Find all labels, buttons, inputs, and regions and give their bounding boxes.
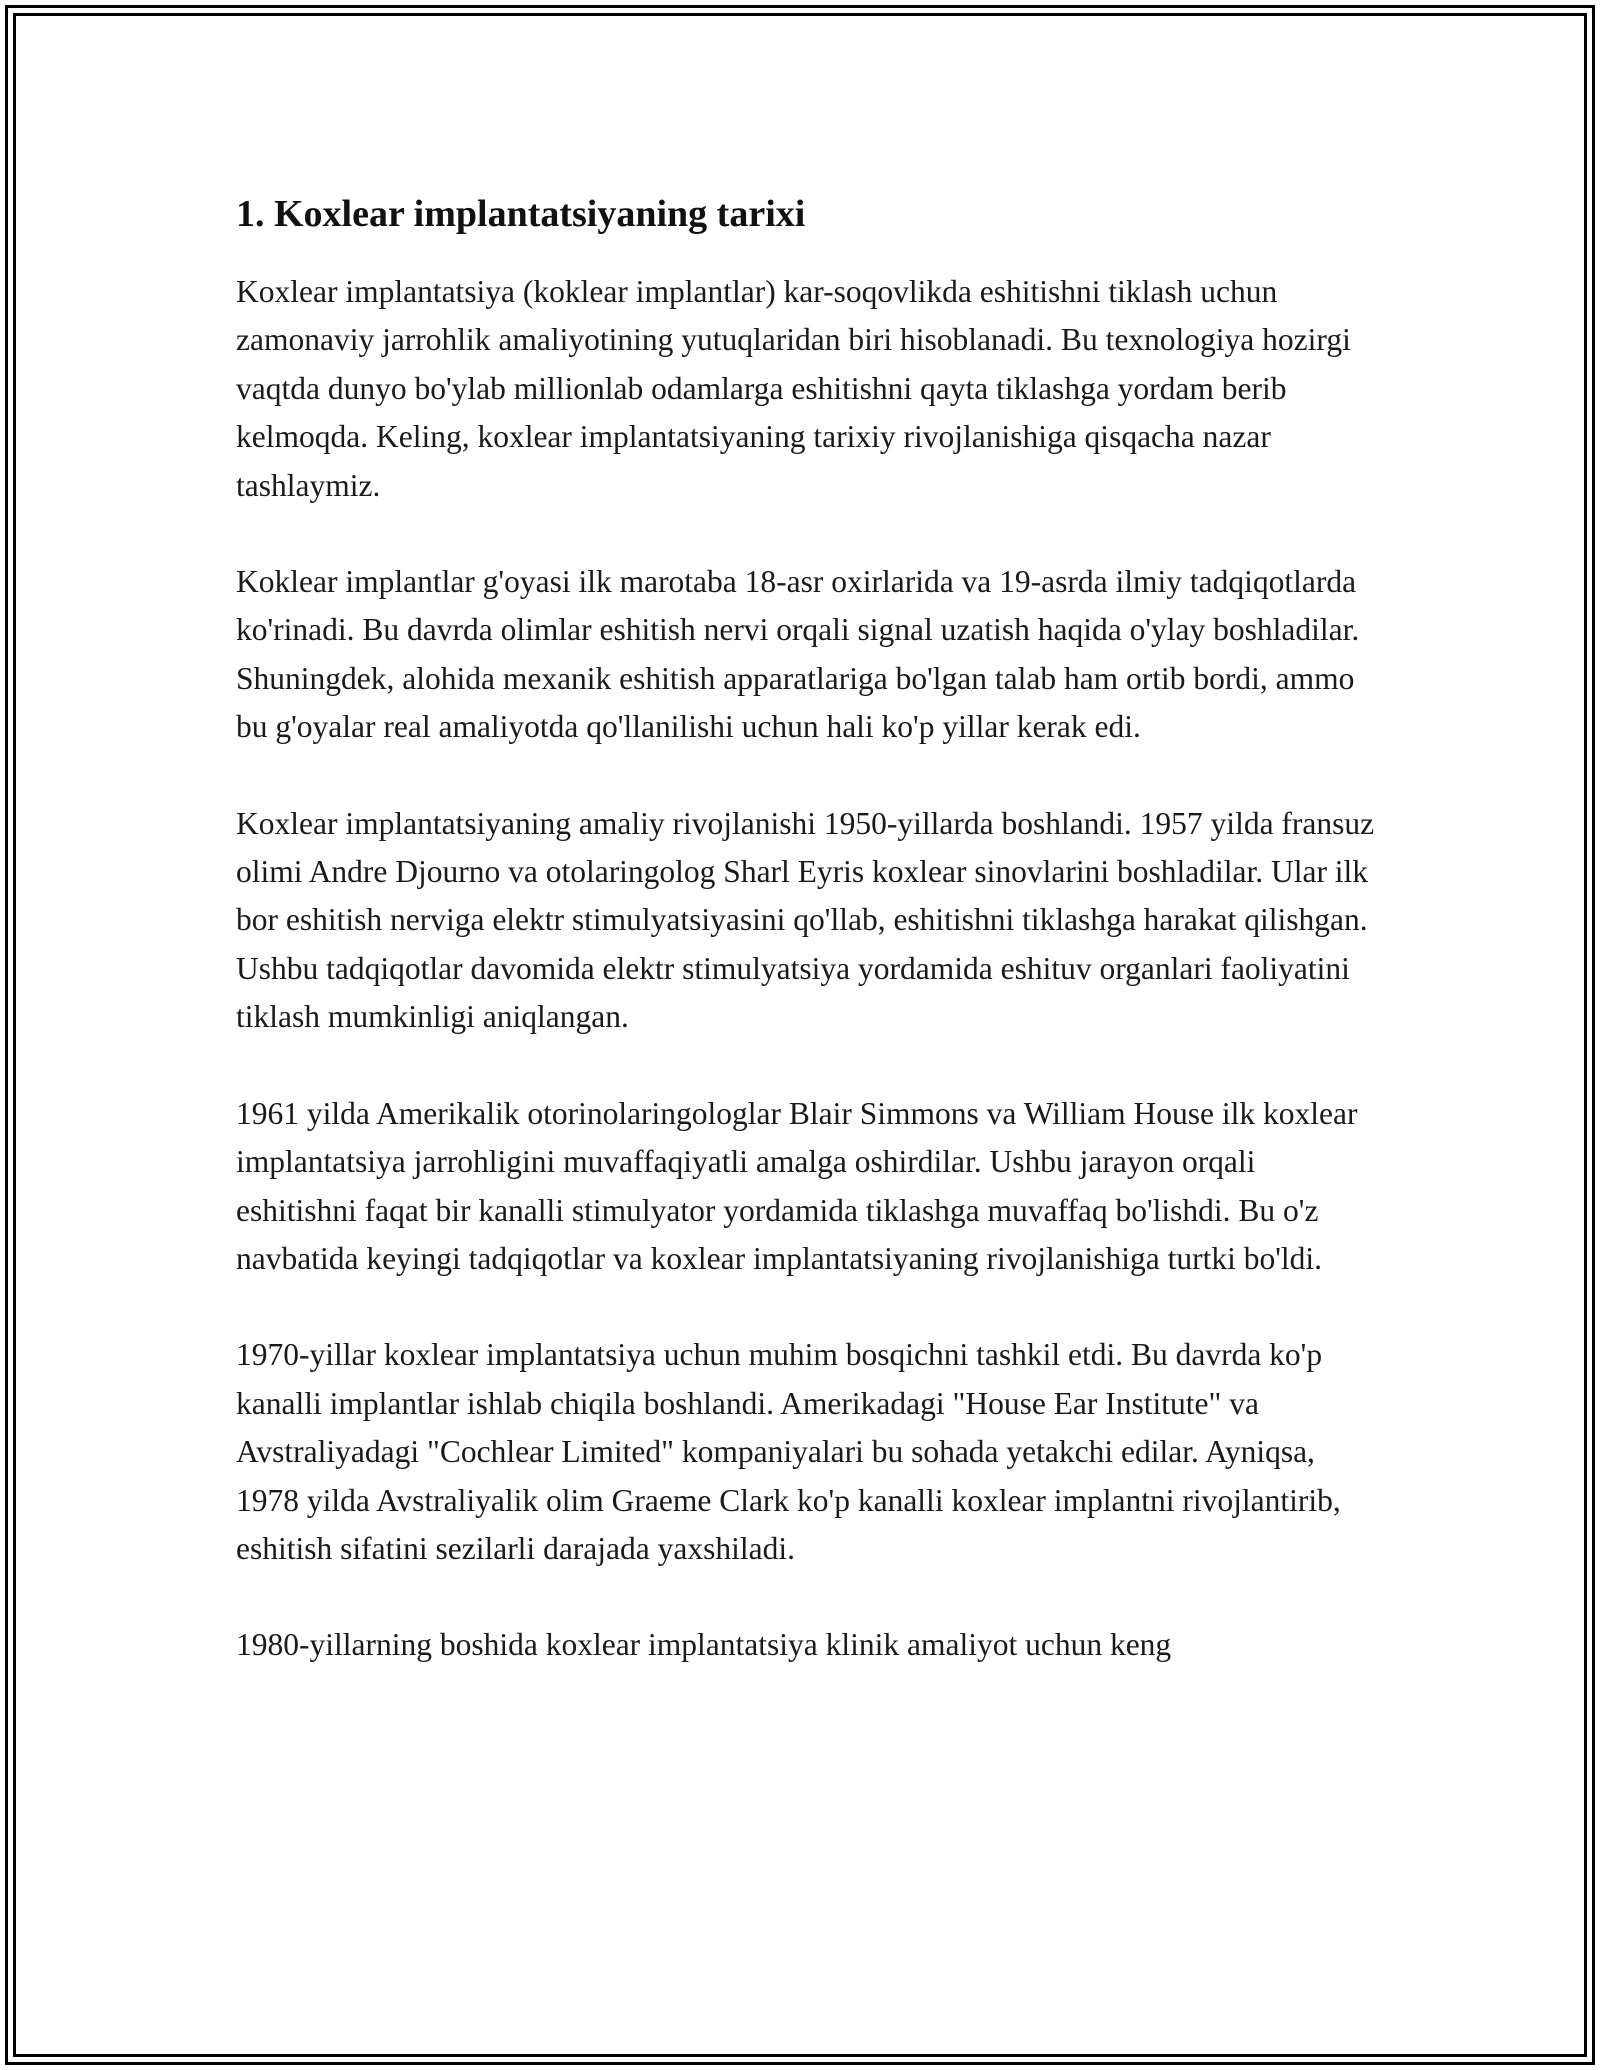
paragraph-4: 1961 yilda Amerikalik otorinolaringologlar Blair Simmons va William House ilk koxlear implantatsiya jarrohligini muvaffaqiyatli amalga oshirdilar. Ushbu jarayon orqali eshitishni faqat bir kanalli stimulyator yordamida tiklashga muvaffaq bo'lishdi. Bu o'z navbatida keyingi tadqiqotlar va koxlear implantatsiyaning rivojlanishiga turtki bo'ldi.	[236, 1095, 1358, 1276]
page-title: 1. Koxlear implantatsiyaning tarixi	[236, 193, 806, 235]
paragraph-3: Koxlear implantatsiyaning amaliy rivojlanishi 1950-yillarda boshlandi. 1957 yilda fransuz olimi Andre Djourno va otolaringolog Sharl Eyris koxlear sinovlarini boshladilar. Ular ilk bor eshitish nerviga elektr stimulyatsiyasini qo'llab, eshitishni tiklashga harakat qilishgan. Ushbu tadqiqotlar davomida elektr stimulyatsiya yordamida eshituv organlari faoliyatini tiklash mumkinligi aniqlangan.	[236, 805, 1375, 1035]
paragraph-5: 1970-yillar koxlear implantatsiya uchun muhim bosqichni tashkil etdi. Bu davrda ko'p kanalli implantlar ishlab chiqila boshlandi. Amerikadagi "House Ear Institute" va Avstraliyadagi "Cochlear Limited" kompaniyalari bu sohada yetakchi edilar. Ayniqsa, 1978 yilda Avstraliyalik olim Graeme Clark ko'p kanalli koxlear implantni rivojlantirib, eshitish sifatini sezilarli darajada yaxshiladi.	[236, 1337, 1341, 1566]
paragraph-1: Koxlear implantatsiya (koklear implantlar) kar-soqovlikda eshitishni tiklash uchun zamonaviy jarrohlik amaliyotining yutuqlaridan biri hisoblanadi. Bu texnologiya hozirgi vaqtda dunyo bo'ylab millionlab odamlarga eshitishni qayta tiklashga yordam berib kelmoqda. Keling, koxlear implantatsiyaning tarixiy rivojlanishiga qisqacha nazar tashlaymiz.	[236, 274, 1351, 503]
paragraph-6: 1980-yillarning boshida koxlear implantatsiya klinik amaliyot uchun keng	[236, 1627, 1172, 1663]
paragraph-2: Koklear implantlar g'oyasi ilk marotaba 18-asr oxirlarida va 19-asrda ilmiy tadqiqotlarda ko'rinadi. Bu davrda olimlar eshitish nervi orqali signal uzatish haqida o'ylay boshladilar. Shuningdek, alohida mexanik eshitish apparatlariga bo'lgan talab ham ortib bordi, ammo bu g'oyalar real amaliyotda qo'llanilishi uchun hali ko'p yillar kerak edi.	[236, 564, 1360, 745]
document-body	[236, 186, 1376, 1718]
